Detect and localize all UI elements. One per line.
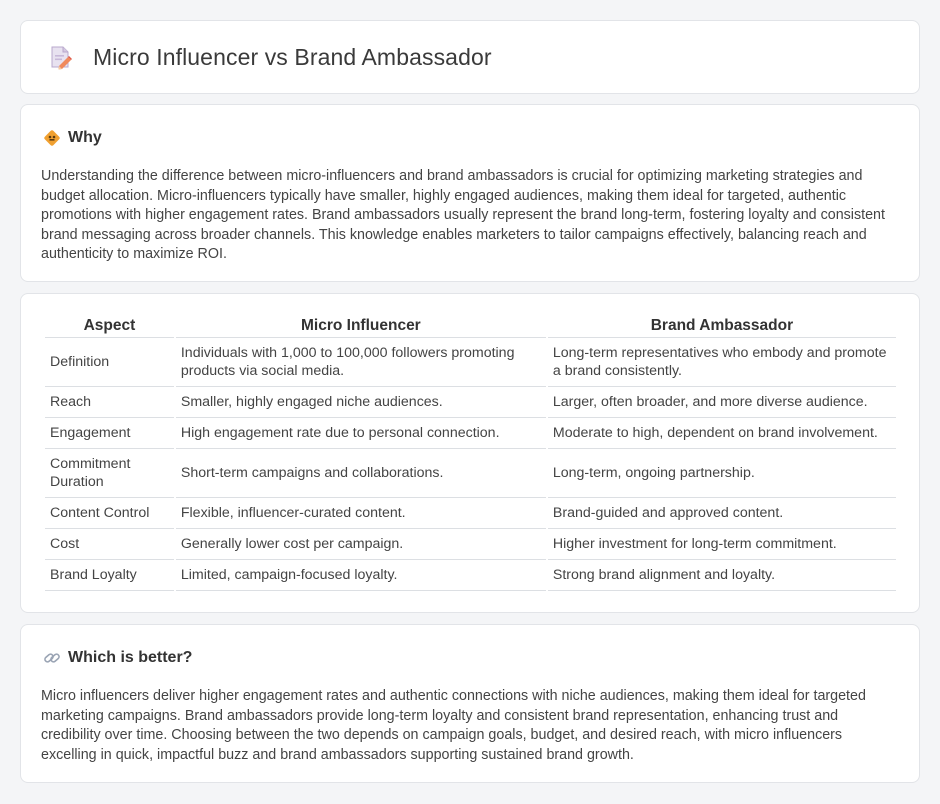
micro-influencer-cell: Limited, campaign-focused loyalty. bbox=[176, 560, 546, 591]
micro-influencer-cell: Flexible, influencer-curated content. bbox=[176, 498, 546, 529]
micro-influencer-cell: Generally lower cost per campaign. bbox=[176, 529, 546, 560]
which-is-better-section bbox=[20, 624, 920, 783]
aspect-cell: Brand Loyalty bbox=[45, 560, 174, 591]
aspect-cell: Commitment Duration bbox=[45, 449, 174, 498]
which-is-better-heading: Which is better? bbox=[68, 649, 193, 666]
table-row bbox=[45, 449, 896, 498]
comparison-table bbox=[43, 316, 898, 591]
why-section bbox=[20, 104, 920, 282]
which-is-better-body: Micro influencers deliver higher engagement rates and authentic connections with niche audiences, making them ideal for targeted marketing campaigns. Brand ambassadors provide long-term loyalty and consistent brand representation, enhancing trust and credibility over time. Choosing between the two depends on campaign goals, budget, and desired reach, with micro influencers excelling in quick, impactful buzz and brand ambassadors supporting sustained brand growth. bbox=[41, 688, 866, 763]
micro-influencer-cell: Individuals with 1,000 to 100,000 followers promoting products via social media. bbox=[176, 338, 546, 387]
brand-ambassador-cell: Moderate to high, dependent on brand involvement. bbox=[548, 418, 896, 449]
table-row bbox=[45, 560, 896, 591]
table-row bbox=[45, 529, 896, 560]
brand-ambassador-cell: Higher investment for long-term commitment. bbox=[548, 529, 896, 560]
page-title: Micro Influencer vs Brand Ambassador bbox=[93, 43, 492, 70]
why-heading: Why bbox=[68, 129, 102, 146]
brand-ambassador-cell: Larger, often broader, and more diverse audience. bbox=[548, 387, 896, 418]
micro-influencer-cell: High engagement rate due to personal connection. bbox=[176, 418, 546, 449]
column-header-brand-ambassador: Brand Ambassador bbox=[548, 316, 896, 338]
table-header-row bbox=[45, 316, 896, 338]
why-body: Understanding the difference between micro-influencers and brand ambassadors is crucial for optimizing marketing strategies and budget allocation. Micro-influencers typically have smaller, highly engaged audiences, making them ideal for targeted, authentic promotions with higher engagement rates. Brand ambassadors usually represent the brand long-term, fostering loyalty and consistent brand messaging across broader channels. This knowledge enables marketers to tailor campaigns effectively, balancing reach and authenticity to maximize ROI. bbox=[41, 168, 885, 263]
micro-influencer-cell: Smaller, highly engaged niche audiences. bbox=[176, 387, 546, 418]
table-row bbox=[45, 498, 896, 529]
brand-ambassador-cell: Long-term representatives who embody and promote a brand consistently. bbox=[548, 338, 896, 387]
brand-ambassador-cell: Long-term, ongoing partnership. bbox=[548, 449, 896, 498]
diamond-sign-icon bbox=[43, 129, 61, 147]
aspect-cell: Engagement bbox=[45, 418, 174, 449]
title-card bbox=[20, 20, 920, 94]
comparison-card bbox=[20, 293, 920, 613]
brand-ambassador-cell: Strong brand alignment and loyalty. bbox=[548, 560, 896, 591]
aspect-cell: Cost bbox=[45, 529, 174, 560]
link-icon bbox=[43, 649, 61, 667]
brand-ambassador-cell: Brand-guided and approved content. bbox=[548, 498, 896, 529]
micro-influencer-cell: Short-term campaigns and collaborations. bbox=[176, 449, 546, 498]
aspect-cell: Reach bbox=[45, 387, 174, 418]
aspect-cell: Content Control bbox=[45, 498, 174, 529]
table-row bbox=[45, 338, 896, 387]
table-row bbox=[45, 418, 896, 449]
column-header-aspect: Aspect bbox=[45, 316, 174, 338]
document-pencil-icon bbox=[47, 44, 73, 70]
column-header-micro-influencer: Micro Influencer bbox=[176, 316, 546, 338]
aspect-cell: Definition bbox=[45, 338, 174, 387]
table-row bbox=[45, 387, 896, 418]
